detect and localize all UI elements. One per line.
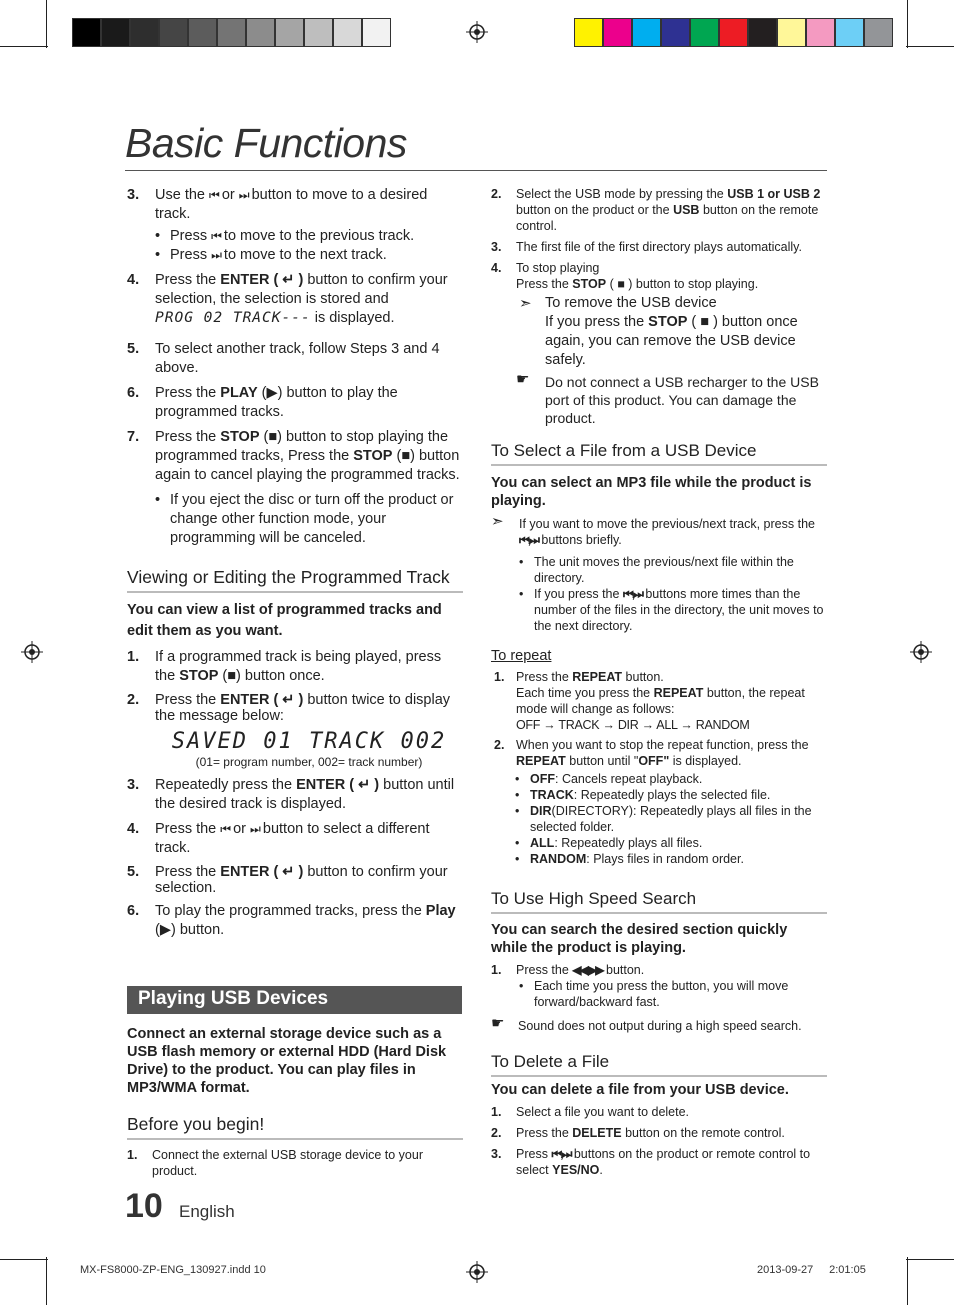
- page-title: Basic Functions: [125, 120, 407, 166]
- list-item: • TRACK: Repeatedly plays the selected file.: [513, 787, 827, 803]
- next-icon: ⏭: [250, 822, 259, 836]
- search-icons: ◀◀,▶▶: [572, 963, 603, 977]
- list-item: • ALL: Repeatedly plays all files.: [513, 835, 827, 851]
- section-heading: To Use High Speed Search: [491, 889, 697, 908]
- section-divider: [491, 464, 827, 466]
- note-text: Sound does not output during a high speed search.: [518, 1019, 802, 1033]
- prev-next-icons: ⏮,⏭: [622, 587, 642, 601]
- lcd-display-text: PROG 02 TRACK---: [155, 310, 311, 326]
- color-swatch: [864, 18, 893, 47]
- section-heading: Viewing or Editing the Programmed Track: [127, 567, 450, 587]
- step-1: 1. Press the ◀◀,▶▶ button.: [491, 963, 645, 977]
- section-divider: [491, 1075, 827, 1077]
- list-item: • Press ⏮ to move to the previous track.: [153, 227, 463, 246]
- note-text: Do not connect a USB recharger to the USB port of this product. You can damage the product.: [545, 374, 819, 426]
- title-divider: [125, 170, 827, 171]
- list-item: • RANDOM: Plays files in random order.: [513, 851, 827, 867]
- step-6: 6. Press the PLAY (▶) button to play the programmed tracks.: [127, 385, 398, 420]
- previous-icon: ⏮: [209, 188, 218, 202]
- color-swatch: [806, 18, 835, 47]
- step-1: 1. Press the REPEAT button. Each time you press the REPEAT button, the repeat mode will change as follows: OFF → TRACK → DIR → ALL → RANDOM: [494, 670, 805, 732]
- section-lead: You can delete a file from your USB device.: [491, 1082, 789, 1098]
- step-1: 1. Select a file you want to delete.: [491, 1105, 690, 1119]
- repeat-sequence: OFF → TRACK → DIR → ALL → RANDOM: [516, 718, 750, 732]
- page-language: English: [179, 1202, 235, 1221]
- step-3: 3. The first file of the first directory plays automatically.: [491, 240, 802, 254]
- note-hand-icon: ☛: [516, 371, 530, 388]
- right-column: 2. Select the USB mode by pressing the USB 1 or USB 2 button on the product or the USB button on the remote control. 3. The first file of the first directory plays automatically. 4. To stop playing Press the STOP ( ■ ) button to stop playing. ➣ To remove the USB device If you press the STOP ( ■ ) button once again, you can remove the USB device safely. ☛ Do not connect a USB recharger to the USB port of this product. You can damage the product. To Select a File from a USB Device You can select an MP3 file while the product is playing. ➣ If you want to move the previous/next track, press the ⏮,⏭ buttons briefly. • The unit moves the previous/next file within the directory. • If you press the ⏮,⏭ buttons more times than the number of the files in the directory, the unit moves to the next directory. To repeat 1. Press the REPEAT button. Each time you press the REPEAT button, the repeat mode will change as follows: OFF → TRACK → DIR → ALL → RANDOM 2. When you want to stop the repeat function, press the REPEAT button until "OFF" is displayed. • OFF: Cancels repeat playback. • TRACK: Repeatedly plays the selected file. • DIR(DIRECTORY): Repeatedly plays all files in the selected folder. • ALL: Repeatedly plays all files. • RANDOM: Plays files in random order. To Use High Speed Search You can search the desired section quickly while the product is playing. 1. Press the ◀◀,▶▶ button. • Each time you press the button, you will move forward/backward fast. ☛ Sound does not output during a high speed search. To Delete a File You can delete a file from your USB device. 1. Select a file you want to delete. 2. Press the DELETE button on the remote control. 3. Press ⏮,⏭ buttons on the product or remote control to select YES/NO.: [491, 186, 827, 1183]
- step-2: 2. When you want to stop the repeat function, press the REPEAT button until "OFF" is displayed.: [494, 738, 809, 768]
- step-7: 7. Press the STOP (■) button to stop playing the programmed tracks, Press the STOP (■) button again to cancel playing the programmed tracks.: [127, 429, 460, 483]
- color-swatch: [130, 18, 159, 47]
- color-swatch: [719, 18, 748, 47]
- next-icon: ⏭: [238, 188, 248, 202]
- color-swatch: [690, 18, 719, 47]
- color-swatch: [574, 18, 603, 47]
- section-divider: [491, 912, 827, 914]
- color-swatch: [748, 18, 777, 47]
- color-swatch: [188, 18, 217, 47]
- color-swatch: [159, 18, 188, 47]
- page-number: 10: [125, 1187, 163, 1225]
- step-3: 3. Use the ⏮ or ⏭ button to move to a desired track.: [127, 187, 428, 222]
- list-item: • Each time you press the button, you will move forward/backward fast.: [517, 978, 827, 1010]
- subsection-heading: To repeat: [491, 648, 552, 664]
- list-item: • OFF: Cancels repeat playback.: [513, 771, 827, 787]
- color-swatch: [72, 18, 101, 47]
- caption: (01= program number, 002= track number): [195, 755, 423, 769]
- step-2: 2. Press the ENTER ( ↵ ) button twice to display the message below:: [127, 692, 451, 724]
- color-swatch: [304, 18, 333, 47]
- color-swatch: [101, 18, 130, 47]
- color-swatch: [275, 18, 304, 47]
- previous-icon: ⏮: [220, 822, 230, 836]
- previous-icon: ⏮: [211, 229, 220, 243]
- section-lead: You can view a list of programmed tracks and edit them as you want.: [127, 602, 442, 639]
- list-item: • DIR(DIRECTORY): Repeatedly plays all files in the selected folder.: [513, 803, 827, 835]
- slug-date: 2013-09-27: [757, 1264, 814, 1276]
- registration-mark-icon: [466, 21, 488, 43]
- process-color-bar: [574, 18, 893, 47]
- tip-text: If you press the STOP ( ■ ) button once again, you can remove the USB device safely.: [545, 314, 798, 368]
- step-1: 1. Connect the external USB storage device to your product.: [127, 1148, 423, 1178]
- color-swatch: [217, 18, 246, 47]
- tip-heading: To remove the USB device: [545, 295, 717, 311]
- step-4: 4. Press the ⏮ or ⏭ button to select a different track.: [127, 821, 430, 856]
- step-2: 2. Press the DELETE button on the remote control.: [491, 1126, 785, 1140]
- list-item: • If you press the ⏮,⏭ buttons more times than the number of the files in the directory, the unit moves to the next directory.: [517, 586, 827, 634]
- section-heading: To Select a File from a USB Device: [491, 441, 757, 460]
- section-lead: You can select an MP3 file while the product is playing.: [491, 475, 812, 509]
- registration-mark-icon: [466, 1261, 488, 1283]
- section-divider: [127, 1138, 463, 1140]
- list-item: • Press ⏭ to move to the next track.: [153, 246, 463, 265]
- registration-mark-icon: [21, 641, 43, 663]
- usb-section: [127, 1025, 463, 1184]
- note-hand-icon: ☛: [491, 1015, 505, 1032]
- step-5: 5. Press the ENTER ( ↵ ) button to confirm your selection.: [127, 864, 448, 896]
- step-1: 1. If a programmed track is being played, press the STOP (■) button once.: [127, 649, 442, 684]
- prev-next-icons: ⏮,⏭: [519, 533, 538, 547]
- lcd-display-text: SAVED 01 TRACK 002: [171, 729, 447, 754]
- tip-arrow-icon: ➣: [519, 295, 532, 312]
- section-divider: [127, 591, 463, 593]
- left-column: [127, 186, 463, 946]
- step-3: 3. Repeatedly press the ENTER ( ↵ ) button until the desired track is displayed.: [127, 777, 455, 812]
- list-item: • The unit moves the previous/next file within the directory.: [517, 554, 827, 586]
- step-6: 6. To play the programmed tracks, press the Play (▶) button.: [127, 903, 456, 938]
- step-3: 3. Press ⏮,⏭ buttons on the product or remote control to select YES/NO.: [491, 1147, 811, 1177]
- color-swatch: [632, 18, 661, 47]
- color-swatch: [835, 18, 864, 47]
- color-swatch: [777, 18, 806, 47]
- step-2: 2. Select the USB mode by pressing the USB 1 or USB 2 button on the product or the USB button on the remote control.: [491, 187, 821, 233]
- section-heading: To Delete a File: [491, 1052, 610, 1071]
- slug-time: 2:01:05: [823, 1264, 866, 1276]
- color-swatch: [603, 18, 632, 47]
- step-4: 4. To stop playing Press the STOP ( ■ ) button to stop playing.: [491, 261, 759, 291]
- tip-arrow-icon: ➣: [491, 513, 504, 530]
- step-5: 5. To select another track, follow Steps 3 and 4 above.: [127, 341, 440, 376]
- color-swatch: [333, 18, 362, 47]
- step-4: 4. Press the ENTER ( ↵ ) button to confirm your selection, the selection is stored and PROG 02 TRACK--- is displayed.: [127, 272, 448, 326]
- prev-next-icons: ⏮,⏭: [551, 1147, 571, 1161]
- color-swatch: [661, 18, 690, 47]
- color-swatch: [246, 18, 275, 47]
- list-item: • If you eject the disc or turn off the product or change other function mode, your programming will be canceled.: [153, 491, 463, 548]
- registration-mark-icon: [910, 641, 932, 663]
- section-banner: Playing USB Devices: [127, 986, 462, 1014]
- color-swatch: [362, 18, 391, 47]
- section-heading: Before you begin!: [127, 1114, 265, 1134]
- next-icon: ⏭: [211, 248, 220, 262]
- grayscale-color-bar: [72, 18, 391, 47]
- section-lead: You can search the desired section quickly while the product is playing.: [491, 922, 788, 956]
- slug-filename: MX-FS8000-ZP-ENG_130927.indd 10: [80, 1264, 266, 1276]
- section-lead: Connect an external storage device such as a USB flash memory or external HDD (Hard Disk Drive) to the product. You can play files in MP3/WMA format.: [127, 1026, 447, 1096]
